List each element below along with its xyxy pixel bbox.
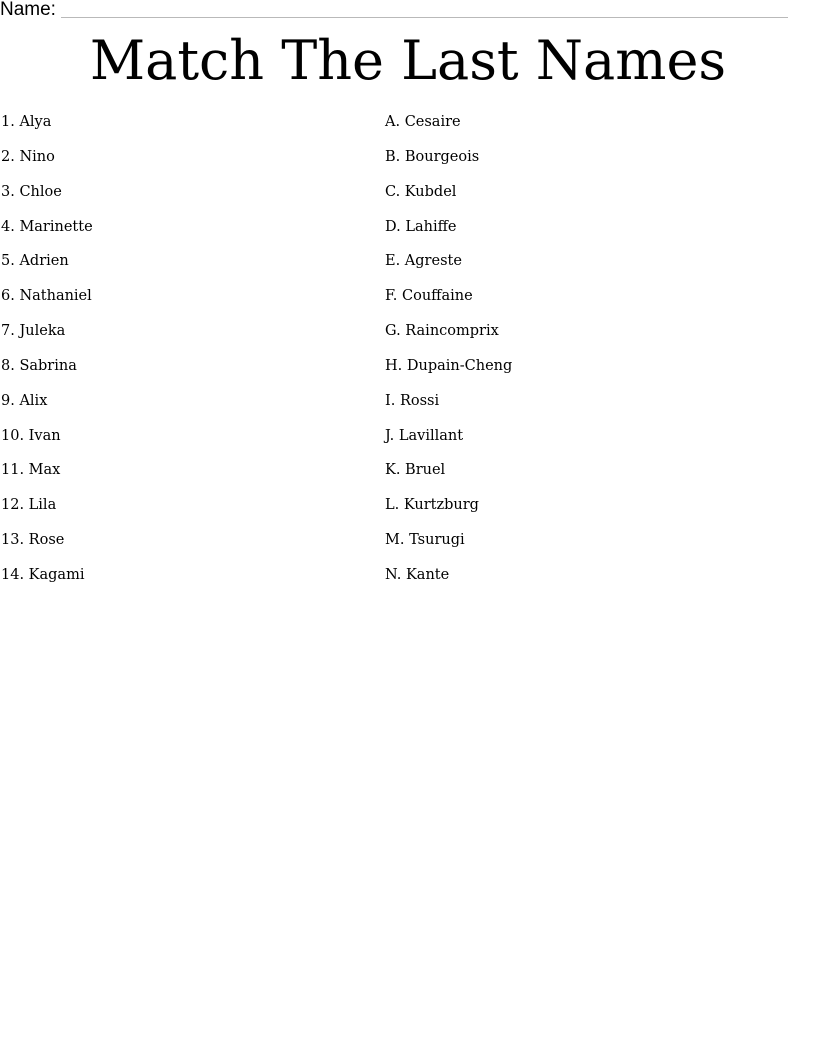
list-item: 14. Kagami — [1, 566, 85, 583]
list-item: 10. Ivan — [1, 427, 61, 444]
first-names-list — [1, 111, 93, 599]
list-item: H. Dupain-Cheng — [385, 357, 513, 374]
list-item: E. Agreste — [385, 253, 462, 270]
list-item: J. Lavillant — [385, 427, 464, 444]
list-item: F. Couffaine — [385, 288, 473, 305]
list-item: I. Rossi — [385, 392, 440, 409]
list-item: 1. Alya — [1, 114, 52, 130]
list-item: 13. Rose — [1, 532, 65, 549]
name-label: Name: — [0, 0, 56, 20]
page-title: Match The Last Names — [89, 29, 727, 92]
list-item: B. Bourgeois — [385, 148, 480, 165]
list-item: 7. Juleka — [1, 323, 66, 340]
list-item: 12. Lila — [1, 497, 57, 514]
list-item: C. Kubdel — [385, 183, 457, 200]
list-item: N. Kante — [385, 566, 450, 583]
list-item: M. Tsurugi — [385, 532, 465, 549]
list-item: D. Lahiffe — [385, 218, 457, 235]
list-item: 9. Alix — [1, 392, 48, 409]
name-underline — [61, 17, 788, 18]
list-item: 3. Chloe — [1, 183, 62, 200]
list-item: G. Raincomprix — [385, 323, 499, 340]
list-item: K. Bruel — [385, 462, 446, 479]
last-names-list — [385, 111, 512, 599]
list-item: A. Cesaire — [385, 114, 461, 130]
name-field[interactable] — [0, 0, 788, 20]
list-item: 6. Nathaniel — [1, 288, 92, 305]
list-item: 8. Sabrina — [1, 357, 77, 374]
list-item: L. Kurtzburg — [385, 497, 479, 514]
list-item: 4. Marinette — [1, 218, 93, 235]
list-item: 2. Nino — [1, 148, 55, 165]
list-item: 11. Max — [1, 462, 61, 479]
list-item: 5. Adrien — [1, 253, 69, 270]
